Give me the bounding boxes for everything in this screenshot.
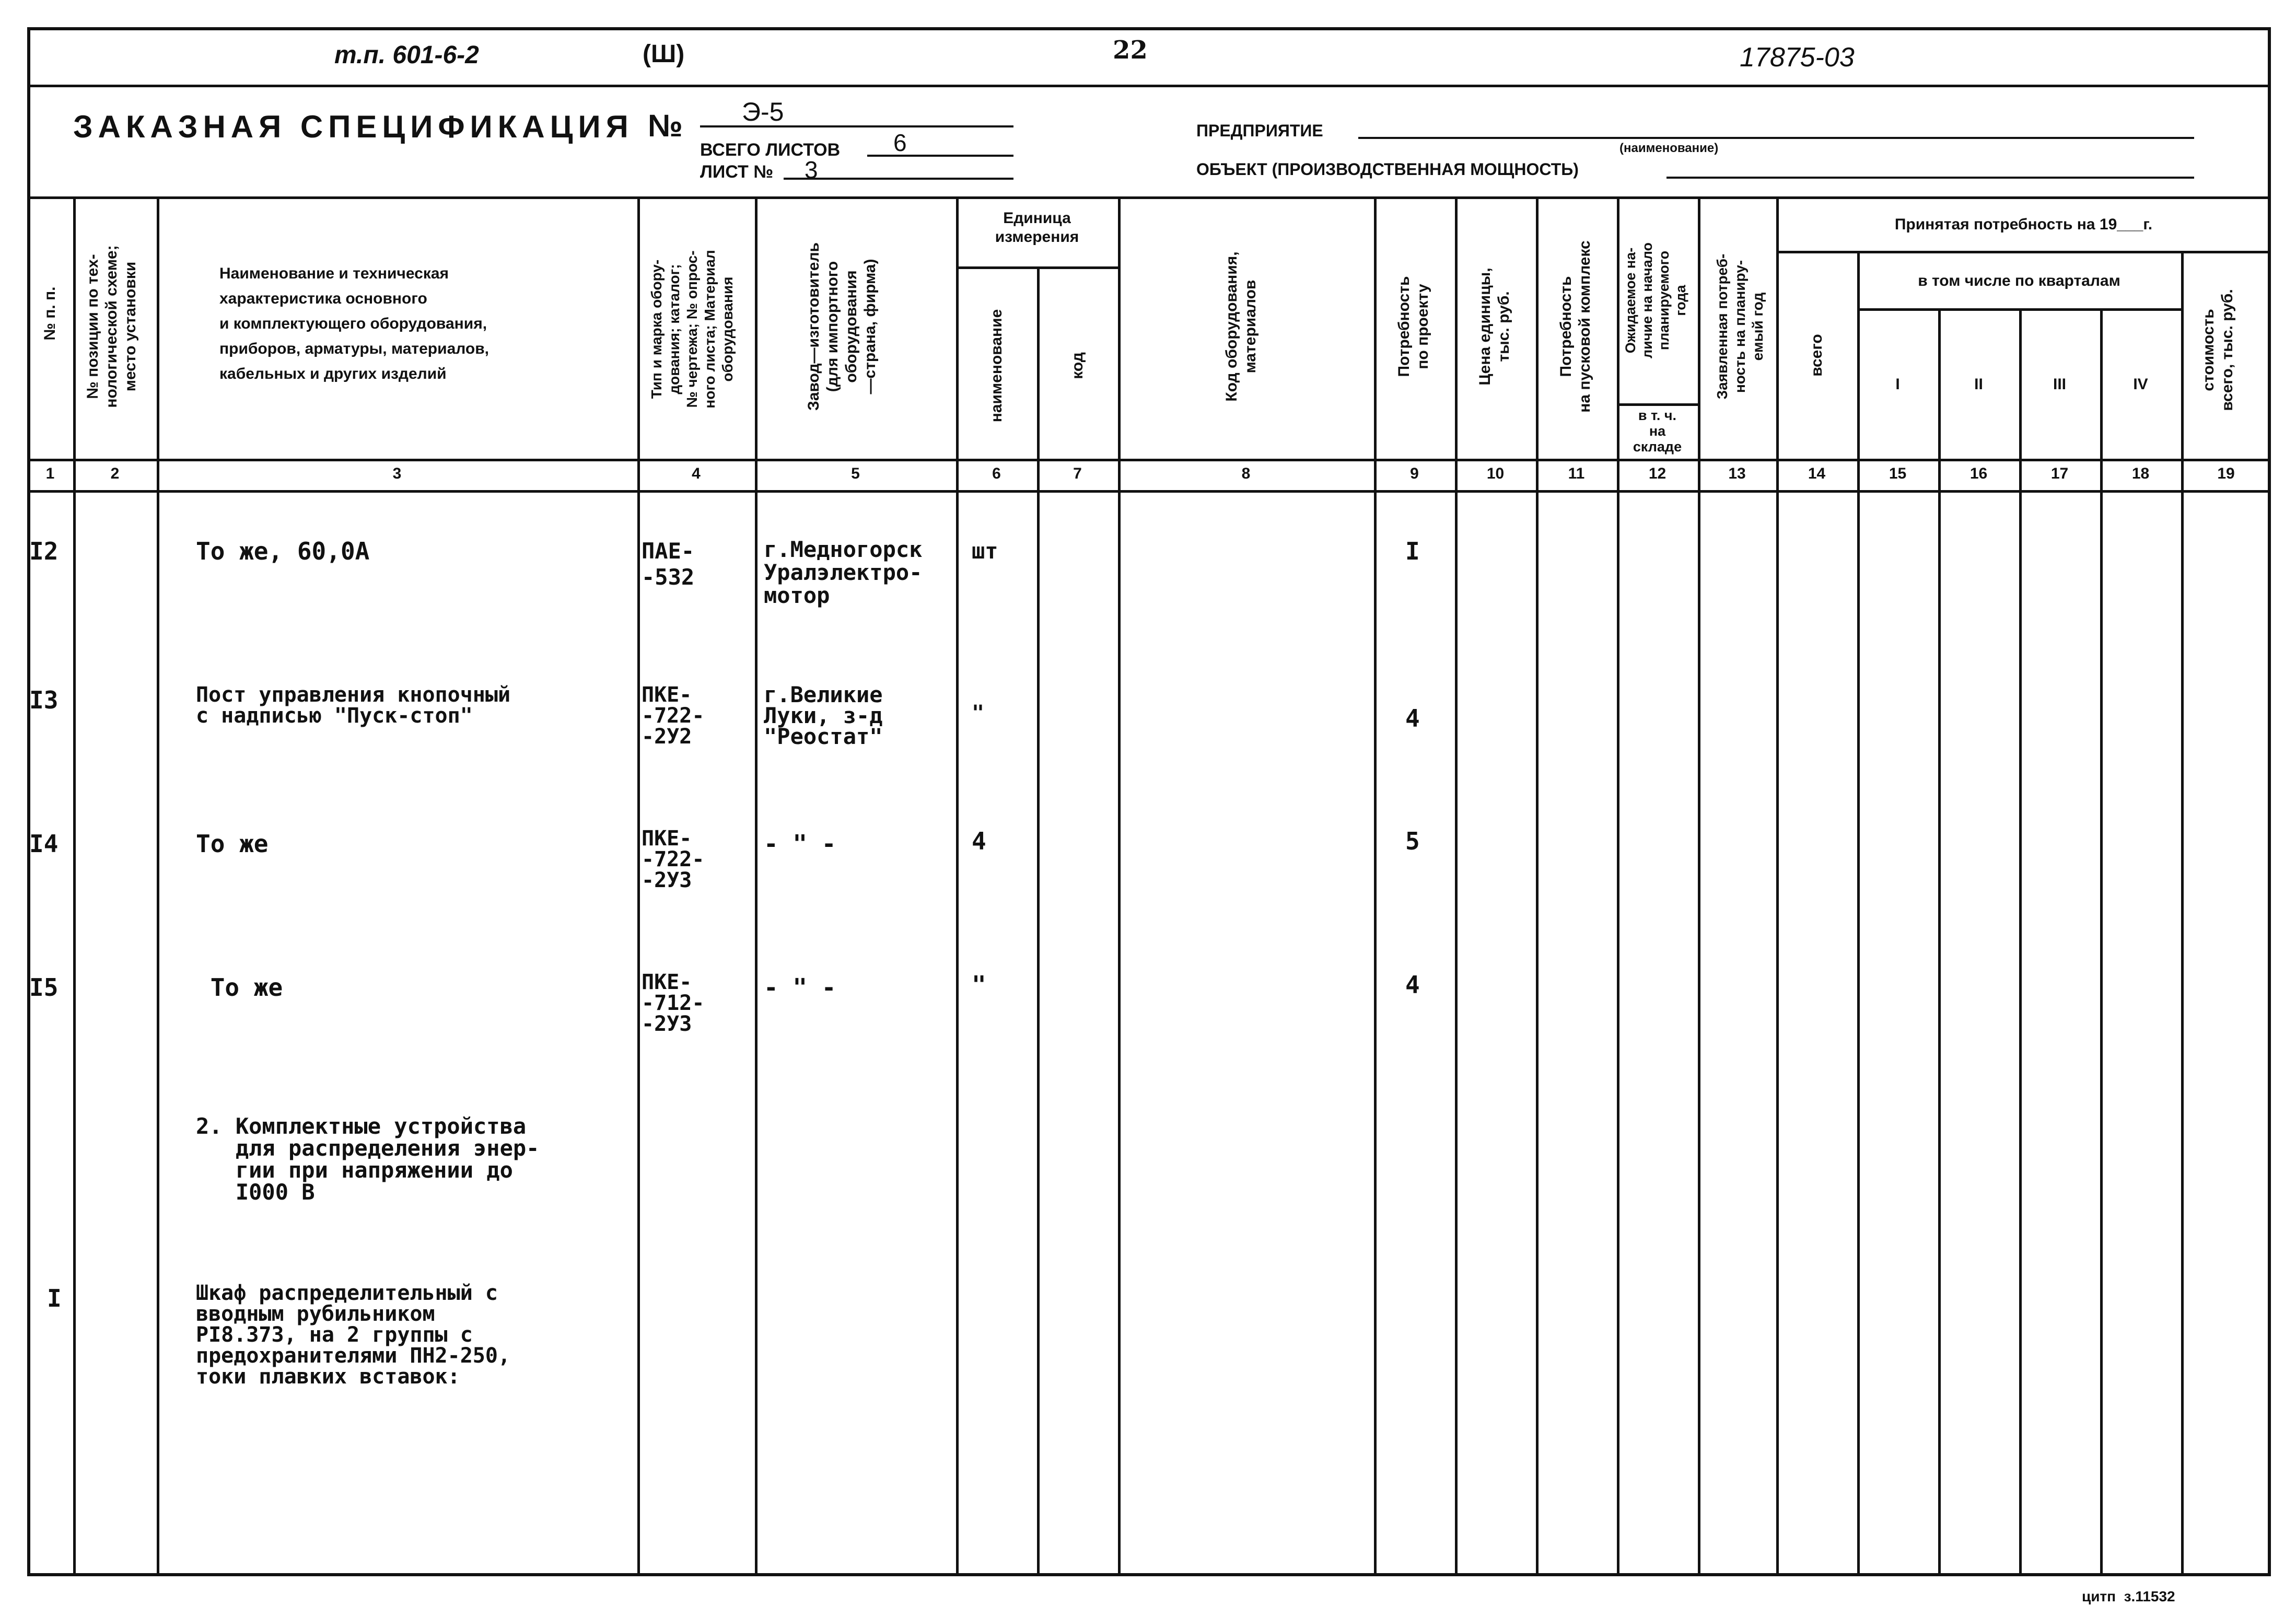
col-line-10 bbox=[1536, 196, 1539, 1576]
col-line-2 bbox=[157, 196, 159, 1576]
col-number-13: 13 bbox=[1728, 465, 1746, 482]
row-maker: г.Великие Луки, з-д "Реостат" bbox=[764, 682, 883, 749]
row-maker: - " - bbox=[764, 973, 836, 1002]
row-unit: " bbox=[972, 701, 985, 725]
col-number-11: 11 bbox=[1568, 465, 1585, 482]
row-number: I2 bbox=[29, 537, 59, 565]
row-qty: 5 bbox=[1405, 827, 1420, 855]
col-number-17: 17 bbox=[2050, 465, 2069, 482]
header-col-12: Ожидаемое на- личие на начало планируемого года bbox=[1623, 242, 1688, 358]
col-line-12 bbox=[1698, 196, 1700, 1576]
row-type: ПКЕ- -712- -2У3 bbox=[642, 970, 705, 1036]
sheet-underline bbox=[784, 178, 1013, 180]
col-number-7: 7 bbox=[1073, 465, 1082, 482]
total-sheets-label: ВСЕГО ЛИСТОВ bbox=[700, 140, 841, 160]
col-number-16: 16 bbox=[1969, 465, 1988, 482]
header-col-8: Код оборудования, материалов bbox=[1223, 251, 1259, 402]
col-line-4 bbox=[755, 196, 757, 1576]
name-hint: (наименование) bbox=[1619, 141, 1719, 155]
header-col-15: I bbox=[1895, 376, 1900, 393]
row-qty: I bbox=[1405, 537, 1420, 565]
header-col-18: IV bbox=[2133, 376, 2148, 393]
row-number: I5 bbox=[29, 973, 59, 1002]
row-qty: 4 bbox=[1405, 704, 1420, 732]
header-col-19: стоимость всего, тыс. руб. bbox=[2200, 289, 2236, 411]
row-number: I bbox=[47, 1284, 62, 1312]
col-line-17 bbox=[2100, 308, 2103, 1576]
col-line-7 bbox=[1118, 196, 1121, 1576]
row-unit: " bbox=[972, 971, 986, 999]
row-maker: - " - bbox=[764, 830, 836, 858]
col-number-9: 9 bbox=[1410, 465, 1419, 482]
sheet-value: 3 bbox=[805, 156, 818, 183]
header-col-17: III bbox=[2053, 376, 2066, 393]
row-unit: шт bbox=[972, 538, 998, 564]
spec-number-label: № bbox=[648, 108, 683, 143]
section-heading: 2. Комплектные устройства для распределения энер- гии при напряжении до I000 В bbox=[196, 1113, 540, 1205]
enterprise-underline bbox=[1358, 137, 2194, 139]
row-maker: г.Медногорск Уралэлектро- мотор bbox=[764, 537, 923, 608]
col-line-15 bbox=[1938, 308, 1941, 1576]
total-sheets-underline bbox=[867, 155, 1013, 157]
row-name: То же, 60,0А bbox=[196, 537, 370, 565]
col-number-5: 5 bbox=[851, 465, 860, 482]
col-line-1 bbox=[73, 196, 76, 1576]
col-number-12: 12 bbox=[1648, 465, 1666, 482]
header-col-9: Потребность по проекту bbox=[1395, 276, 1431, 377]
footer-stamp: цитп з.11532 bbox=[2082, 1588, 2175, 1604]
page-number: 22 bbox=[1113, 36, 1148, 65]
header-bottom bbox=[27, 459, 2271, 461]
warehouse-line bbox=[1617, 403, 1698, 406]
header-quarters-group: в том числе по кварталам bbox=[1918, 272, 2120, 289]
col-line-16 bbox=[2019, 308, 2022, 1576]
header-col-13: Заявленная потреб- ность на планиру- емый год bbox=[1714, 253, 1766, 400]
object-underline bbox=[1666, 177, 2194, 179]
row-name: Шкаф распределительный с вводным рубильником РI8.373, на 2 группы с предохранителями ПН2-250, токи плавких вставок: bbox=[196, 1281, 511, 1389]
header-col-10: Цена единицы, тыс. руб. bbox=[1476, 267, 1512, 386]
top-bar-divider bbox=[27, 85, 2271, 87]
col-line-5 bbox=[956, 196, 959, 1576]
header-accepted-group: Принятая потребность на 19___г. bbox=[1894, 216, 2153, 233]
row-type: ПАЕ- -532 bbox=[642, 538, 695, 590]
col-number-8: 8 bbox=[1241, 465, 1251, 482]
unit-group-line bbox=[956, 266, 1118, 269]
col-number-18: 18 bbox=[2131, 465, 2150, 482]
sheet-label: ЛИСТ № bbox=[700, 162, 774, 182]
enterprise-label: ПРЕДПРИЯТИЕ bbox=[1196, 121, 1323, 140]
header-col-1: № п. п. bbox=[41, 286, 59, 341]
col-line-14 bbox=[1857, 251, 1860, 1576]
row-number: I4 bbox=[29, 830, 59, 858]
header-col-6: наименование bbox=[988, 309, 1005, 423]
header-col-16: II bbox=[1974, 376, 1983, 393]
header-col-5: Завод—изготовитель (для импортного оборудования —страна, фирма) bbox=[805, 242, 879, 411]
row-type: ПКЕ- -722- -2У2 bbox=[642, 683, 705, 749]
col-number-6: 6 bbox=[992, 465, 1001, 482]
col-number-15: 15 bbox=[1889, 465, 1907, 482]
header-col-4: Тип и марка обору- дования; каталог; № чертежа; № опрос- ного листа; Материал оборудования bbox=[648, 250, 736, 409]
spec-number-value: Э-5 bbox=[742, 97, 784, 126]
col-number-4: 4 bbox=[692, 465, 701, 482]
col-number-2: 2 bbox=[110, 465, 120, 482]
quarters-group-line bbox=[1857, 308, 2181, 311]
header-col-12b: в т. ч. на складе bbox=[1633, 408, 1682, 455]
object-label: ОБЪЕКТ (ПРОИЗВОДСТВЕННАЯ МОЩНОСТЬ) bbox=[1196, 160, 1579, 179]
row-name: Пост управления кнопочный с надписью "Пуск-стоп" bbox=[196, 683, 511, 728]
row-name: То же bbox=[196, 830, 269, 858]
col-line-8 bbox=[1374, 196, 1377, 1576]
album-mark: (Ш) bbox=[643, 40, 685, 68]
header-col-11: Потребность на пусковой комплекс bbox=[1557, 240, 1593, 413]
accepted-group-line bbox=[1776, 251, 2271, 253]
col-number-19: 19 bbox=[2217, 465, 2235, 482]
title-divider bbox=[27, 196, 2271, 199]
spec-number-underline bbox=[700, 125, 1013, 127]
number-row-bottom bbox=[27, 490, 2271, 493]
header-col-14: всего bbox=[1808, 334, 1825, 377]
header-col-2: № позиции по тех- нологической схеме; место установки bbox=[84, 245, 139, 408]
header-col-7: код bbox=[1069, 352, 1086, 379]
row-qty: 4 bbox=[1405, 971, 1420, 999]
doc-number: 17875-03 bbox=[1740, 42, 1855, 73]
row-name: То же bbox=[196, 973, 283, 1002]
spec-title: ЗАКАЗНАЯ СПЕЦИФИКАЦИЯ bbox=[73, 109, 634, 144]
col-number-3: 3 bbox=[392, 465, 402, 482]
col-line-3 bbox=[637, 196, 640, 1576]
header-unit-group: Единица измерения bbox=[995, 210, 1079, 246]
col-line-18 bbox=[2181, 251, 2184, 1576]
header-col-3: Наименование и техническая характеристика основного и комплектующего оборудования, приборов, арматуры, материалов, кабельных и других изделий bbox=[219, 265, 489, 382]
project-code: т.п. 601-6-2 bbox=[334, 41, 479, 69]
col-number-1: 1 bbox=[45, 465, 55, 482]
col-line-6 bbox=[1037, 266, 1040, 1576]
row-type: ПКЕ- -722- -2У3 bbox=[642, 827, 705, 892]
col-line-9 bbox=[1455, 196, 1458, 1576]
col-number-14: 14 bbox=[1808, 465, 1826, 482]
col-line-13 bbox=[1776, 196, 1779, 1576]
total-sheets-value: 6 bbox=[893, 129, 907, 156]
row-number: I3 bbox=[29, 686, 59, 714]
col-number-10: 10 bbox=[1486, 465, 1505, 482]
row-unit: 4 bbox=[972, 827, 986, 855]
